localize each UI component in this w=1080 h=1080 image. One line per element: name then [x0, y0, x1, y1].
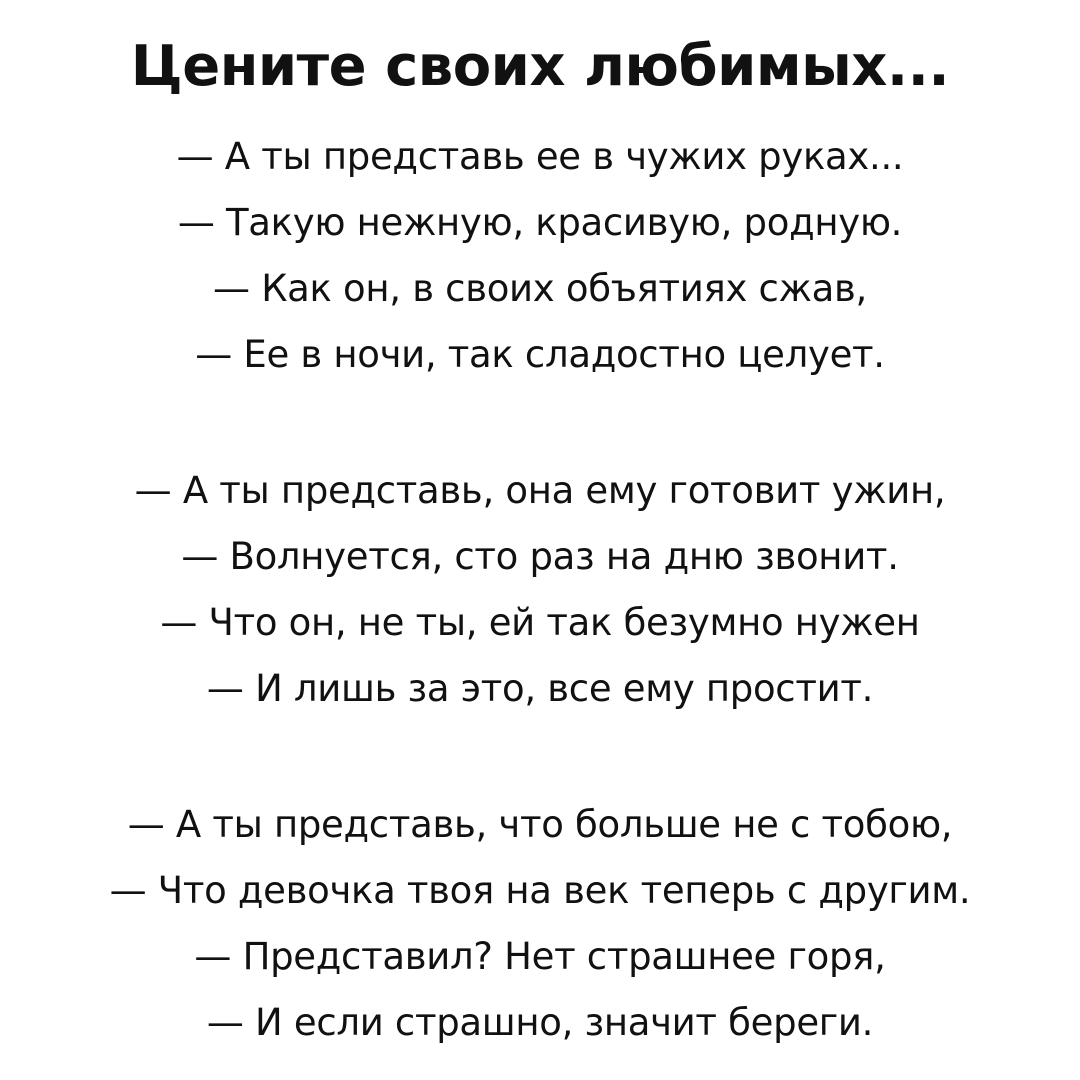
poem-line: — И лишь за это, все ему простит. [206, 667, 874, 710]
poem-line: — И если страшно, значит береги. [206, 1001, 874, 1044]
stanza-1 [0, 124, 1080, 388]
poem-line: — Волнуется, сто раз на дню звонит. [181, 535, 899, 578]
poem-line: — Что девочка твоя на век теперь с другим. [109, 869, 971, 912]
poem-line: — Такую нежную, красивую, родную. [177, 201, 903, 244]
poem-line: — А ты представь ее в чужих руках... [176, 135, 904, 178]
poem-line: — Как он, в своих объятиях сжав, [213, 267, 867, 310]
stanza-3 [0, 792, 1080, 1056]
poem-line: — Что он, не ты, ей так безумно нужен [160, 601, 920, 644]
poem-line: — А ты представь, она ему готовит ужин, [134, 469, 946, 512]
poem-line: — Представил? Нет страшнее горя, [194, 935, 886, 978]
poem-title: Цените своих любимых... [130, 34, 950, 99]
stanza-2 [0, 458, 1080, 722]
poem-line: — А ты представь, что больше не с тобою, [127, 803, 953, 846]
poem-line: — Ее в ночи, так сладостно целует. [195, 333, 885, 376]
